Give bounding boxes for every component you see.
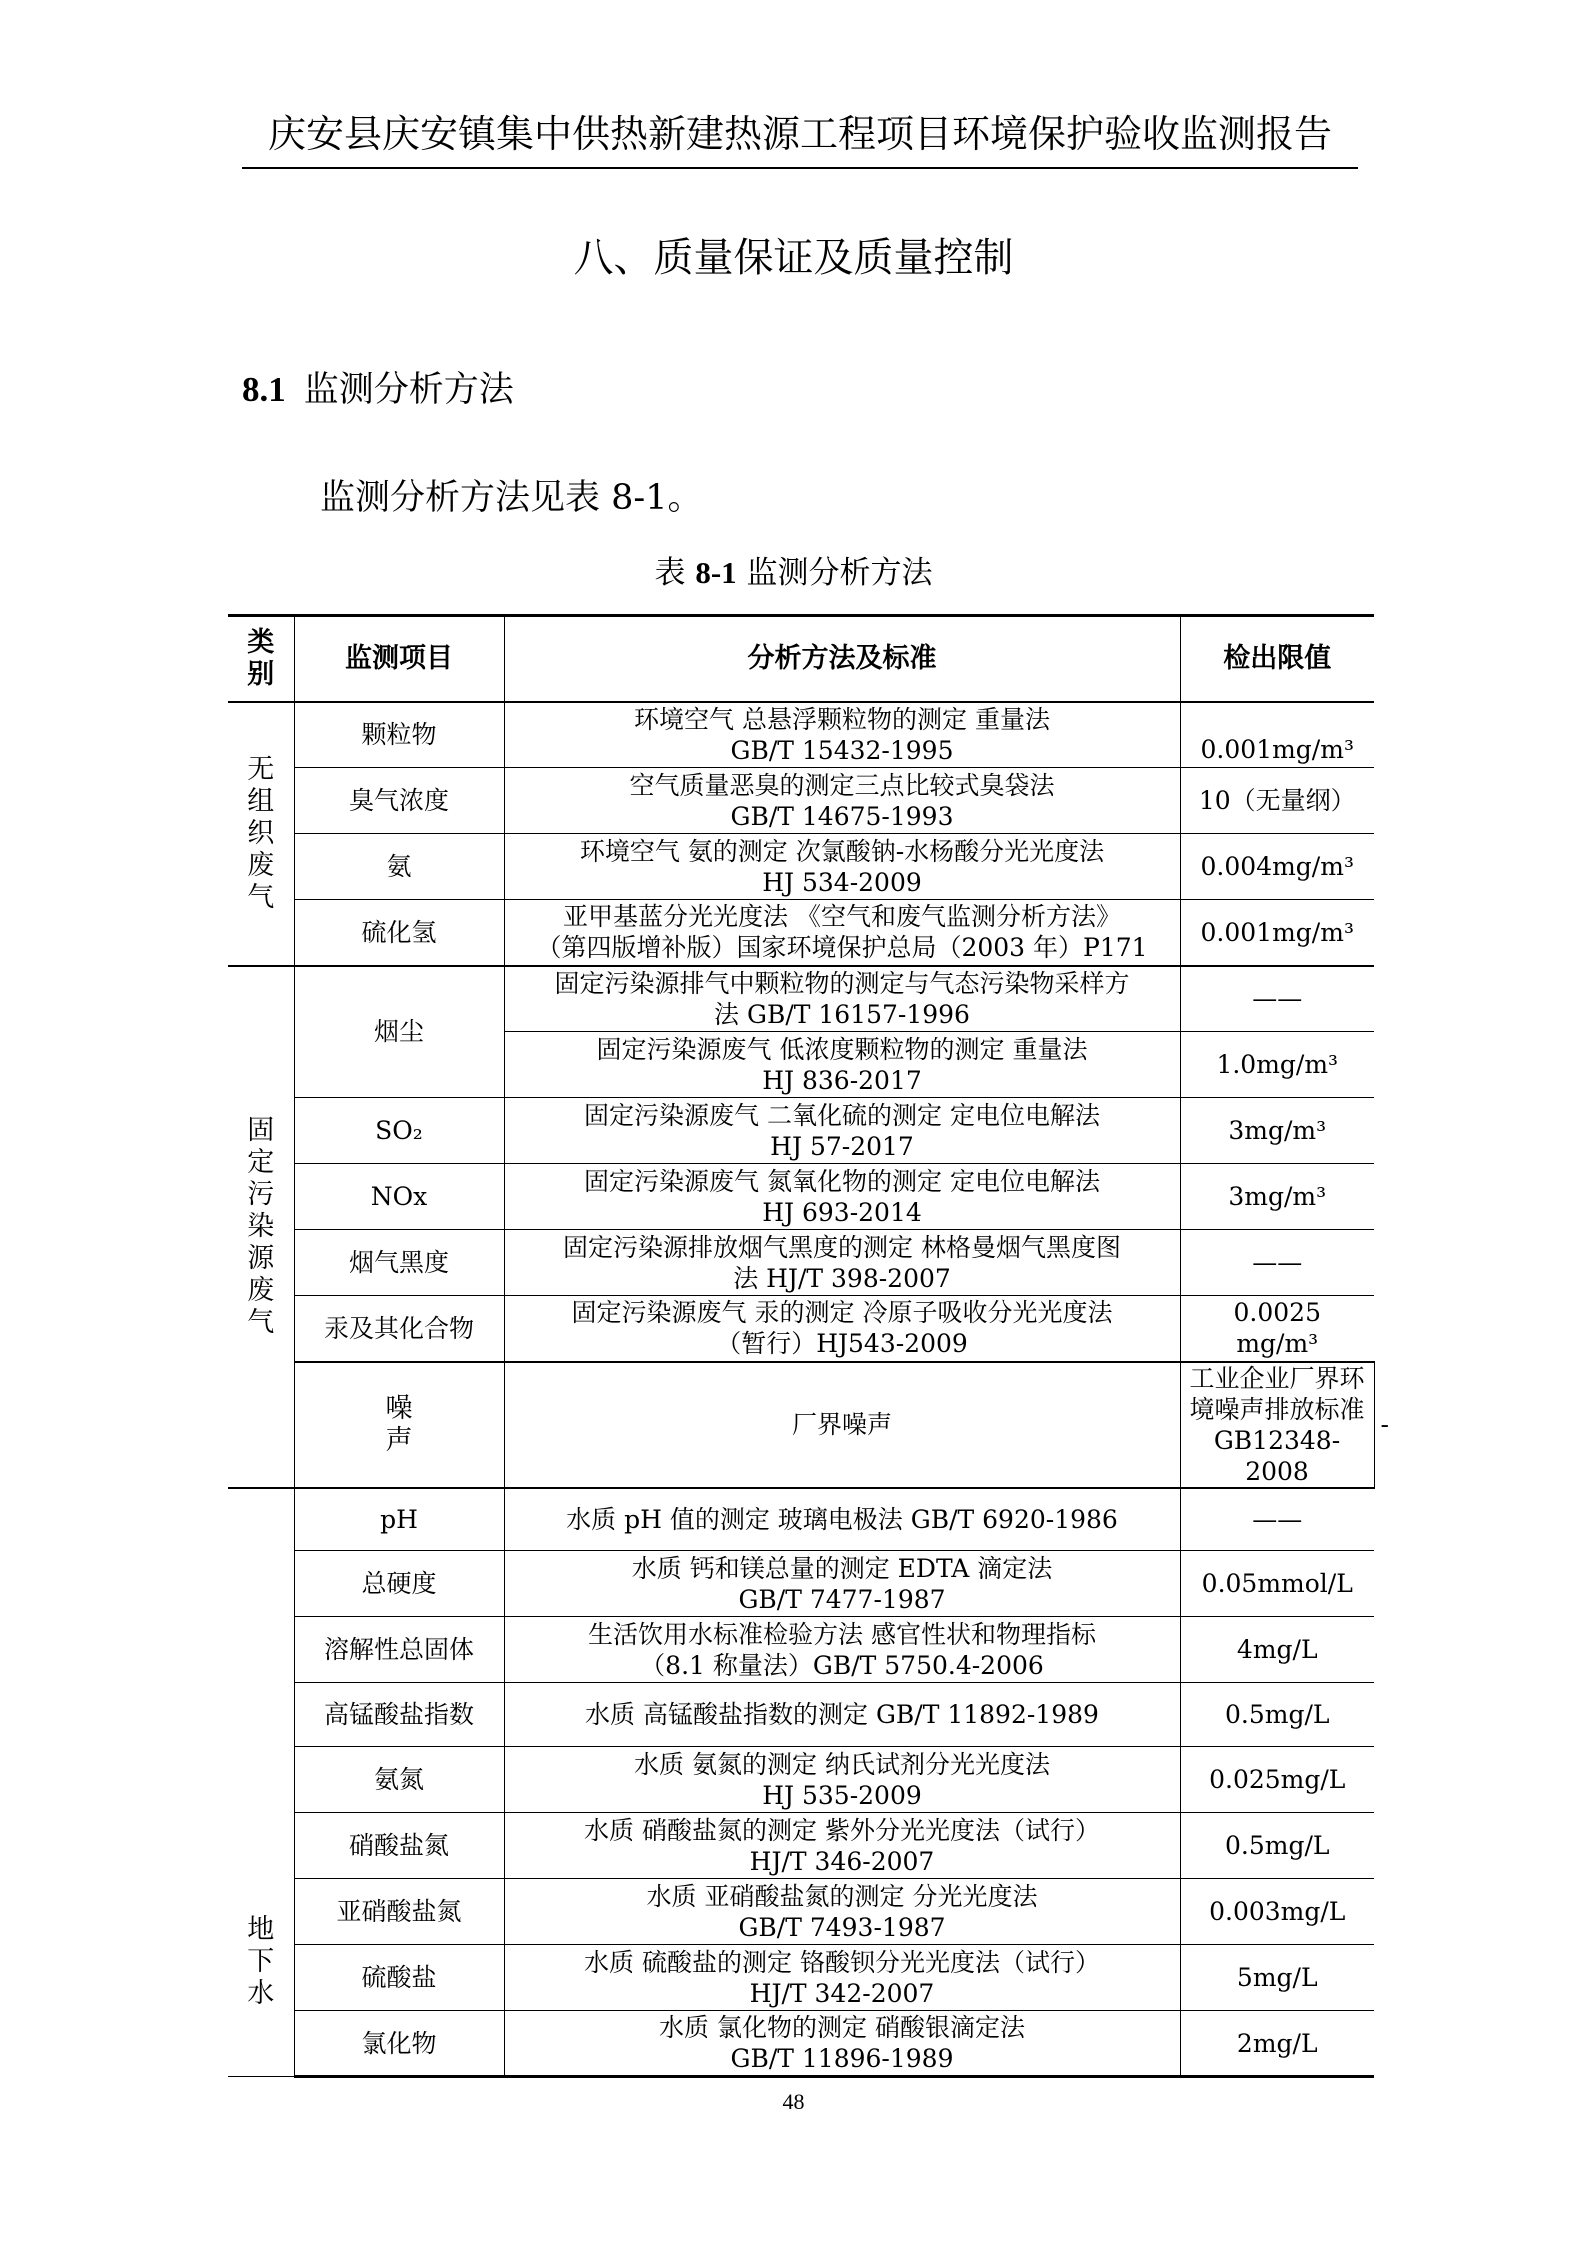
item-cell: 烟尘 [294, 966, 504, 1098]
table-row [228, 1164, 1374, 1230]
item-cell: 硫酸盐 [294, 1945, 504, 2011]
limit-cell: 5mg/L [1180, 1945, 1374, 2011]
item-cell: 氯化物 [294, 2011, 504, 2077]
table-row [228, 1551, 1374, 1617]
table-row [228, 768, 1374, 834]
method-cell: 生活饮用水标准检验方法 感官性状和物理指标 （8.1 称量法）GB/T 5750.4-2006 [504, 1617, 1180, 1683]
table-header-row [228, 616, 1374, 702]
limit-cell: 0.001mg/m³ [1180, 900, 1374, 966]
method-cell: 固定污染源废气 低浓度颗粒物的测定 重量法 HJ 836-2017 [504, 1032, 1180, 1098]
category-unorganized-gas: 无 组 织 废 气 [228, 702, 294, 966]
method-cell: 水质 硝酸盐氮的测定 紫外分光光度法（试行） HJ/T 346-2007 [504, 1813, 1180, 1879]
table-row [228, 1617, 1374, 1683]
header-rule [242, 167, 1358, 169]
limit-cell: 0.004mg/m³ [1180, 834, 1374, 900]
section-title: 监测分析方法 [303, 370, 514, 410]
limit-cell: 0.025mg/L [1180, 1747, 1374, 1813]
item-cell: 臭气浓度 [294, 768, 504, 834]
item-cell: NOx [294, 1164, 504, 1230]
table-row [228, 1879, 1374, 1945]
header-limit: 检出限值 [1180, 616, 1374, 702]
item-cell: 颗粒物 [294, 702, 504, 768]
category-fixed-source-gas: 固 定 污 染 源 废 气 [228, 966, 294, 1488]
limit-cell: 0.003mg/L [1180, 1879, 1374, 1945]
table-caption [0, 548, 1587, 598]
item-cell: 亚硝酸盐氮 [294, 1879, 504, 1945]
limit-cell: —— [1180, 1230, 1374, 1296]
method-cell: 固定污染源废气 汞的测定 冷原子吸收分光光度法 （暂行）HJ543-2009 [504, 1296, 1180, 1362]
page-number: 48 [782, 2089, 805, 2114]
method-cell: 工业企业厂界环境噪声排放标准 GB12348-2008 [1180, 1362, 1374, 1488]
methods-table [228, 614, 1389, 2078]
item-cell: pH [294, 1488, 504, 1551]
item-cell: 硫化氢 [294, 900, 504, 966]
limit-cell: 0.5mg/L [1180, 1683, 1374, 1747]
category-groundwater: 地 下 水 [228, 1488, 294, 2077]
limit-cell: 0.05mmol/L [1180, 1551, 1374, 1617]
limit-cell: 0.5mg/L [1180, 1813, 1374, 1879]
method-cell: 水质 钙和镁总量的测定 EDTA 滴定法 GB/T 7477-1987 [504, 1551, 1180, 1617]
method-cell: 水质 硫酸盐的测定 铬酸钡分光光度法（试行） HJ/T 342-2007 [504, 1945, 1180, 2011]
item-cell: 厂界噪声 [504, 1362, 1180, 1488]
header-method: 分析方法及标准 [504, 616, 1180, 702]
table-row [228, 2011, 1374, 2077]
item-cell: 硝酸盐氮 [294, 1813, 504, 1879]
item-cell: 总硬度 [294, 1551, 504, 1617]
section-number: 8.1 [242, 370, 286, 409]
table-row [228, 1945, 1374, 2011]
chapter-title: 八、质量保证及质量控制 [573, 235, 1014, 281]
method-cell: 空气质量恶臭的测定三点比较式臭袋法 GB/T 14675-1993 [504, 768, 1180, 834]
method-cell: 固定污染源废气 氮氧化物的测定 定电位电解法 HJ 693-2014 [504, 1164, 1180, 1230]
item-cell: SO₂ [294, 1098, 504, 1164]
table-row [228, 834, 1374, 900]
table-row [228, 1296, 1374, 1362]
item-cell: 烟气黑度 [294, 1230, 504, 1296]
method-cell: 亚甲基蓝分光光度法 《空气和废气监测分析方法》 （第四版增补版）国家环境保护总局（2003 年）P171 [504, 900, 1180, 966]
method-cell: 环境空气 氨的测定 次氯酸钠-水杨酸分光光度法 HJ 534-2009 [504, 834, 1180, 900]
method-cell: 水质 高锰酸盐指数的测定 GB/T 11892-1989 [504, 1683, 1180, 1747]
table-row: 噪 声 厂界噪声 工业企业厂界环境噪声排放标准 GB12348-2008 - [228, 1362, 1374, 1488]
item-cell: 汞及其化合物 [294, 1296, 504, 1362]
category-noise: 噪 声 [294, 1362, 504, 1488]
table-row [228, 702, 1374, 768]
limit-cell: 3mg/m³ [1180, 1098, 1374, 1164]
method-cell: 固定污染源排放烟气黑度的测定 林格曼烟气黑度图 法 HJ/T 398-2007 [504, 1230, 1180, 1296]
limit-cell: 1.0mg/m³ [1180, 1032, 1374, 1098]
caption-number: 8-1 [695, 555, 737, 590]
table-row [228, 1230, 1374, 1296]
method-cell: 环境空气 总悬浮颗粒物的测定 重量法 GB/T 15432-1995 [504, 702, 1180, 768]
limit-cell: 0.0025 mg/m³ [1180, 1296, 1374, 1362]
method-cell: 水质 pH 值的测定 玻璃电极法 GB/T 6920-1986 [504, 1488, 1180, 1551]
table-row [228, 900, 1374, 966]
item-cell: 高锰酸盐指数 [294, 1683, 504, 1747]
table-row [228, 1488, 1374, 1551]
header-item: 监测项目 [294, 616, 504, 702]
method-cell: 固定污染源废气 二氧化硫的测定 定电位电解法 HJ 57-2017 [504, 1098, 1180, 1164]
limit-cell: —— [1180, 1488, 1374, 1551]
item-cell: 溶解性总固体 [294, 1617, 504, 1683]
running-header: 庆安县庆安镇集中供热新建热源工程项目环境保护验收监测报告 [267, 112, 1332, 156]
method-cell: 固定污染源排气中颗粒物的测定与气态污染物采样方 法 GB/T 16157-1996 [504, 966, 1180, 1032]
limit-cell: 4mg/L [1180, 1617, 1374, 1683]
table-row [228, 1098, 1374, 1164]
method-cell: 水质 亚硝酸盐氮的测定 分光光度法 GB/T 7493-1987 [504, 1879, 1180, 1945]
header-category: 类 别 [228, 616, 294, 702]
method-cell: 水质 氨氮的测定 纳氏试剂分光光度法 HJ 535-2009 [504, 1747, 1180, 1813]
limit-cell: 0.001mg/m³ [1180, 702, 1374, 768]
limit-cell: —— [1180, 966, 1374, 1032]
table-row [228, 1813, 1374, 1879]
limit-cell: 10（无量纲） [1180, 768, 1374, 834]
item-cell: 氨氮 [294, 1747, 504, 1813]
method-cell: 水质 氯化物的测定 硝酸银滴定法 GB/T 11896-1989 [504, 2011, 1180, 2077]
item-cell: 氨 [294, 834, 504, 900]
limit-cell: 2mg/L [1180, 2011, 1374, 2077]
limit-cell: 3mg/m³ [1180, 1164, 1374, 1230]
section-heading [242, 362, 514, 418]
body-paragraph: 监测分析方法见表 8-1。 [320, 478, 703, 518]
table-row [228, 1747, 1374, 1813]
caption-prefix: 表 [654, 555, 696, 591]
table-row [228, 1683, 1374, 1747]
caption-title: 监测分析方法 [736, 555, 933, 591]
table-row [228, 966, 1374, 1032]
